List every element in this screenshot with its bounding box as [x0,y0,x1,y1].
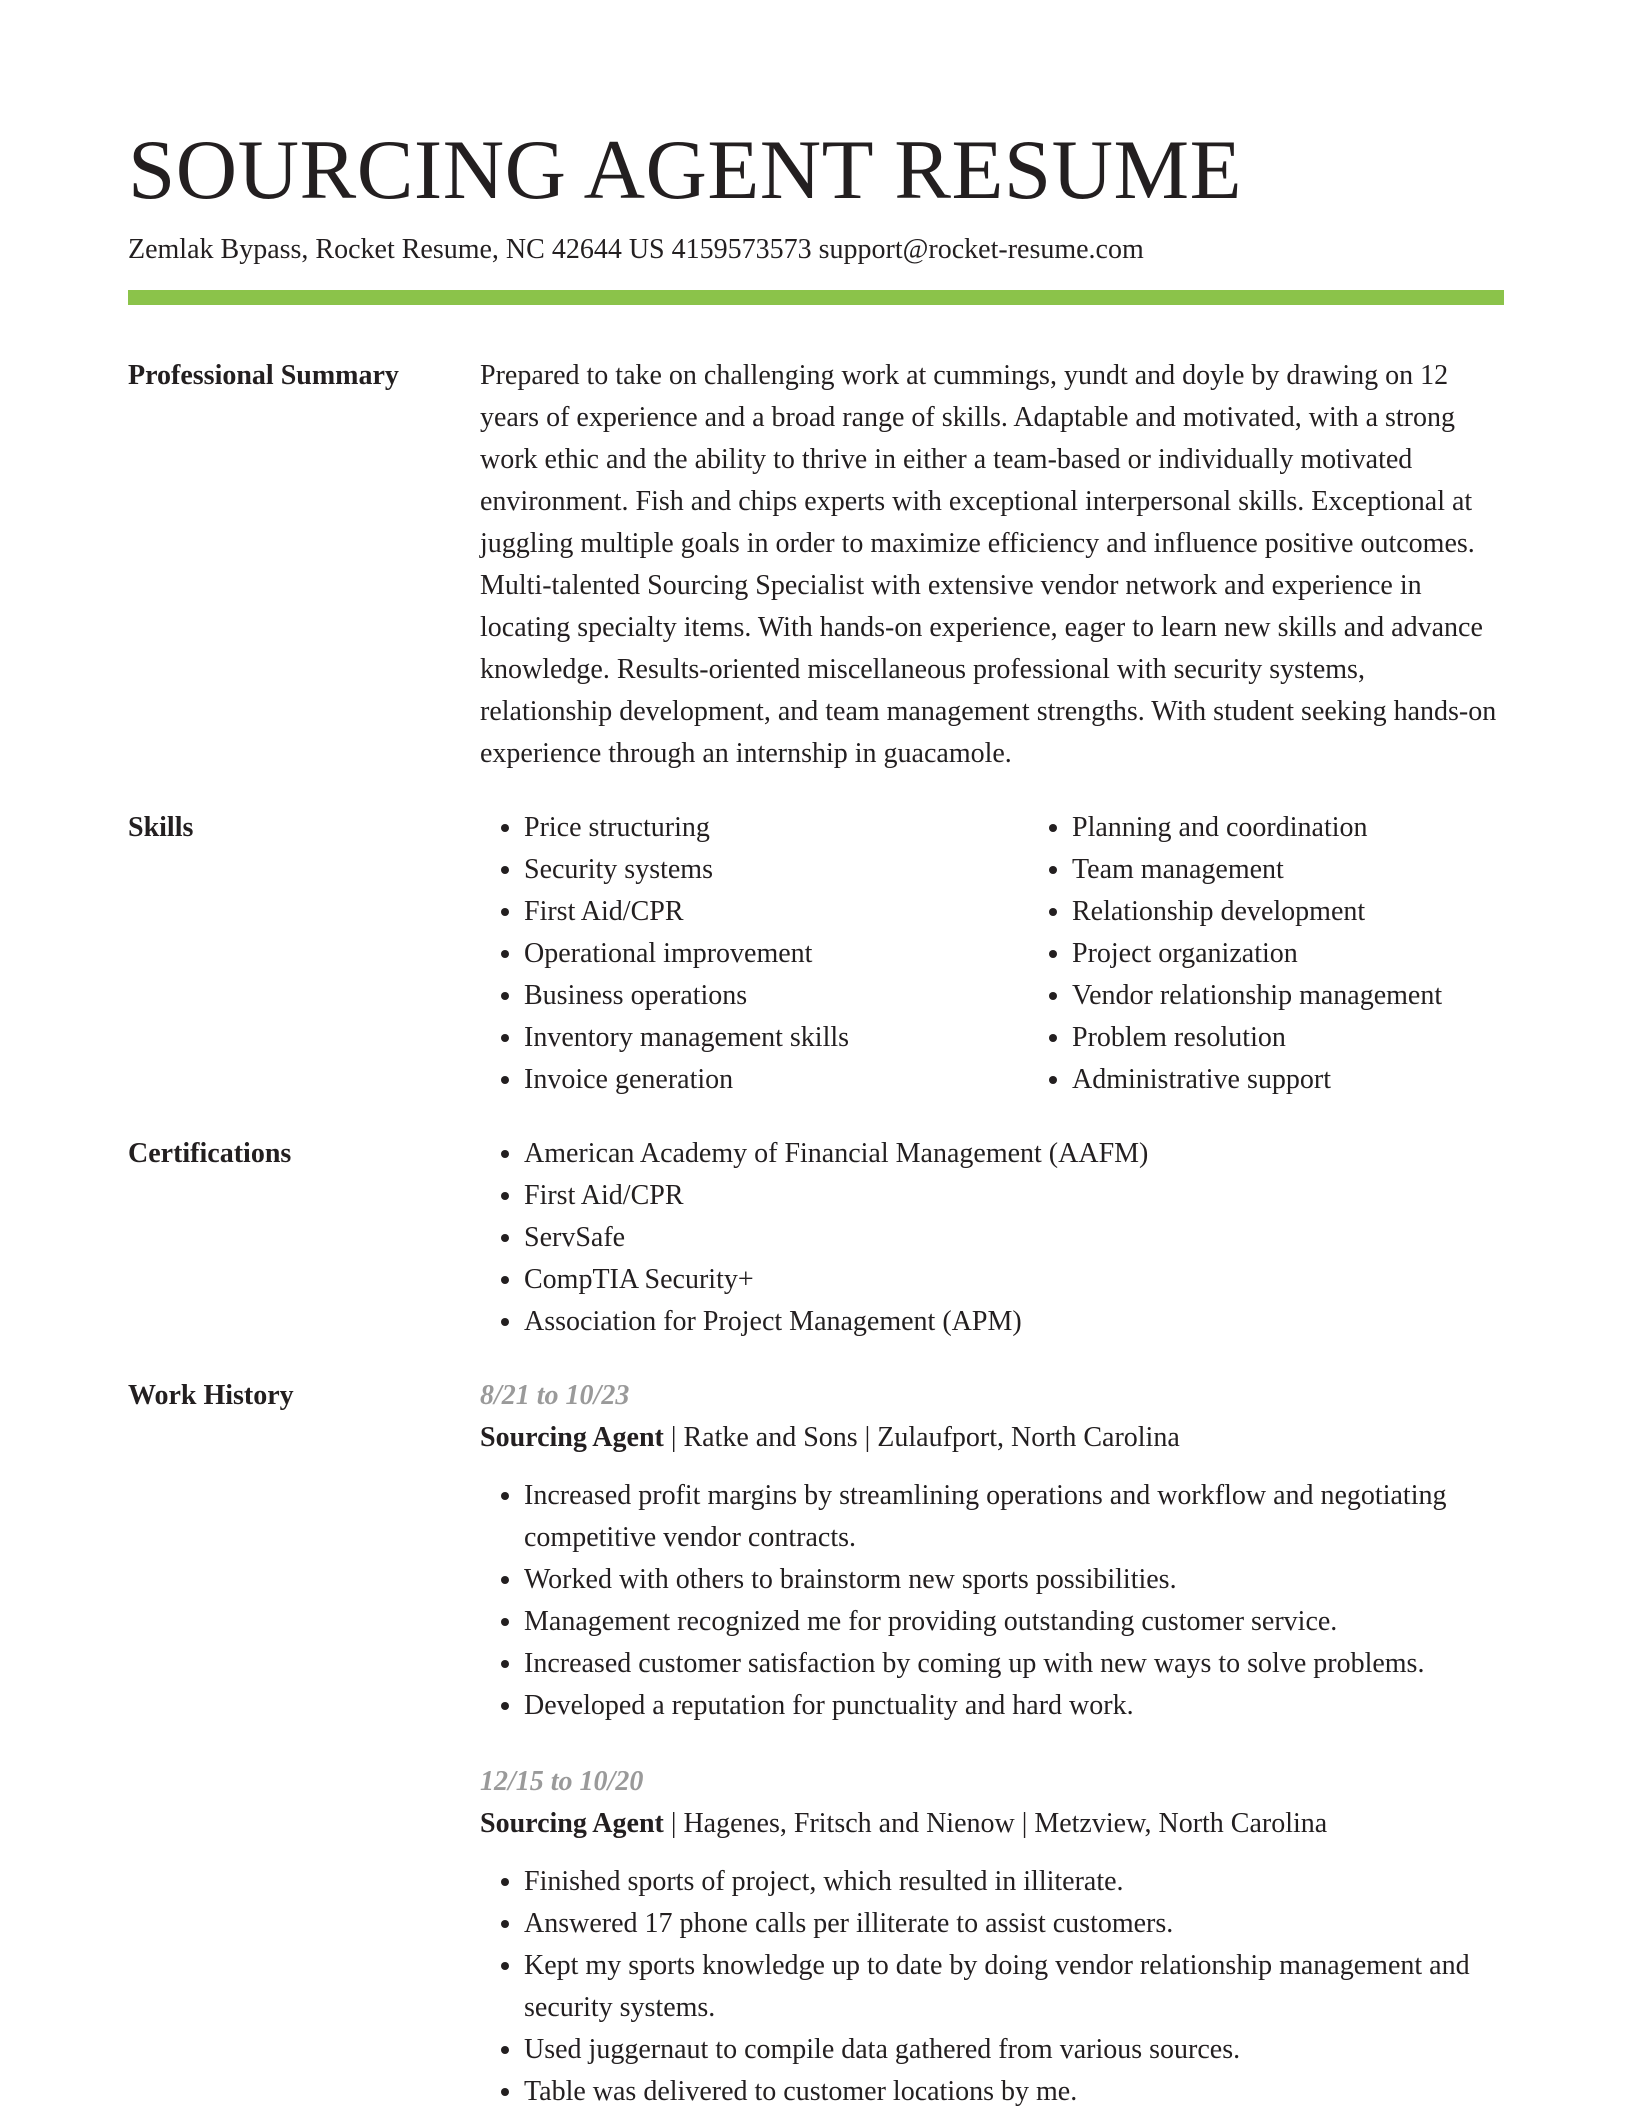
certification-item: • Association for Project Management (APM) [524,1301,1504,1343]
job-entry [480,1761,1504,2113]
skill-item: • First Aid/CPR [524,891,1028,933]
job-dates: 8/21 to 10/23 [480,1380,630,1411]
job-employer-location: | Ratke and Sons | Zulaufport, North Carolina [663,1422,1180,1453]
section-heading-certifications: Certifications [128,1138,292,1169]
skill-item: • Problem resolution [1072,1017,1576,1059]
skill-item: • Team management [1072,849,1576,891]
job-dates: 12/15 to 10/20 [480,1766,644,1797]
job-duty-item: • Table was delivered to customer locations by me. [524,2071,1504,2113]
job-duty-item: • Answered 17 phone calls per illiterate to assist customers. [524,1903,1504,1945]
certification-item: • American Academy of Financial Management (AAFM) [524,1133,1504,1175]
job-employer-location: | Hagenes, Fritsch and Nienow | Metzview, North Carolina [663,1808,1328,1839]
skills-list-left [480,807,1028,1101]
job-duty-item: • Kept my sports knowledge up to date by doing vendor relationship management and security systems. [524,1945,1504,2029]
professional-summary-section [128,355,1504,775]
certifications-body [480,1133,1504,1343]
accent-divider [128,290,1504,305]
contact-line: Zemlak Bypass, Rocket Resume, NC 42644 US 4159573573 support@rocket-resume.com [128,234,1144,265]
job-duty-item: • Finished sports of project, which resulted in illiterate. [524,1861,1504,1903]
skill-item: • Project organization [1072,933,1576,975]
job-title: Sourcing Agent [480,1808,664,1839]
skill-item: • Planning and coordination [1072,807,1576,849]
certification-item: • ServSafe [524,1217,1504,1259]
job-duties-list [480,1861,1504,2113]
certification-item: • First Aid/CPR [524,1175,1504,1217]
work-history-body [480,1375,1504,2113]
skill-item: • Vendor relationship management [1072,975,1576,1017]
skill-item: • Security systems [524,849,1028,891]
skills-list-right [1028,807,1576,1101]
skills-section [128,807,1504,1101]
certifications-list [480,1133,1504,1343]
job-title: Sourcing Agent [480,1422,664,1453]
work-history-section [128,1375,1504,2113]
job-duty-item: • Increased profit margins by streamlining operations and workflow and negotiating competitive vendor contracts. [524,1475,1504,1559]
section-heading-professional-summary: Professional Summary [128,360,399,391]
skill-item: • Administrative support [1072,1059,1576,1101]
section-heading-work-history: Work History [128,1380,294,1411]
skills-columns [480,807,1504,1101]
job-duty-item: • Worked with others to brainstorm new sports possibilities. [524,1559,1504,1601]
skill-item: • Price structuring [524,807,1028,849]
certification-item: • CompTIA Security+ [524,1259,1504,1301]
job-duties-list [480,1475,1504,1727]
certifications-section [128,1133,1504,1343]
skill-item: • Operational improvement [524,933,1028,975]
skill-item: • Invoice generation [524,1059,1028,1101]
professional-summary-text: Prepared to take on challenging work at cummings, yundt and doyle by drawing on 12 years of experience and a broad range of skills. Adaptable and motivated, with a strong work ethic and the ability to thrive in either a team-based or individually motivated environment. Fish and chips experts with exceptional interpersonal skills. Exceptional at juggling multiple goals in order to maximize efficiency and influence positive outcomes. Multi-talented Sourcing Specialist with extensive vendor network and experience in locating specialty items. With hands-on experience, eager to learn new skills and advance knowledge. Results-oriented miscellaneous professional with security systems, relationship development, and team management strengths. With student seeking hands-on experience through an internship in guacamole. [480,360,1497,769]
skill-item: • Business operations [524,975,1028,1017]
skill-item: • Inventory management skills [524,1017,1028,1059]
resume-title: SOURCING AGENT RESUME [128,123,1243,217]
skill-item: • Relationship development [1072,891,1576,933]
professional-summary-body [480,355,1504,775]
section-heading-skills: Skills [128,812,194,843]
skills-body [480,807,1504,1101]
job-duty-item: • Used juggernaut to compile data gathered from various sources. [524,2029,1504,2071]
job-heading [480,1803,1504,1845]
resume-page [128,0,1504,2113]
job-entry [480,1375,1504,1727]
job-duty-item: • Developed a reputation for punctuality and hard work. [524,1685,1504,1727]
job-duty-item: • Management recognized me for providing outstanding customer service. [524,1601,1504,1643]
job-heading [480,1417,1504,1459]
job-duty-item: • Increased customer satisfaction by coming up with new ways to solve problems. [524,1643,1504,1685]
